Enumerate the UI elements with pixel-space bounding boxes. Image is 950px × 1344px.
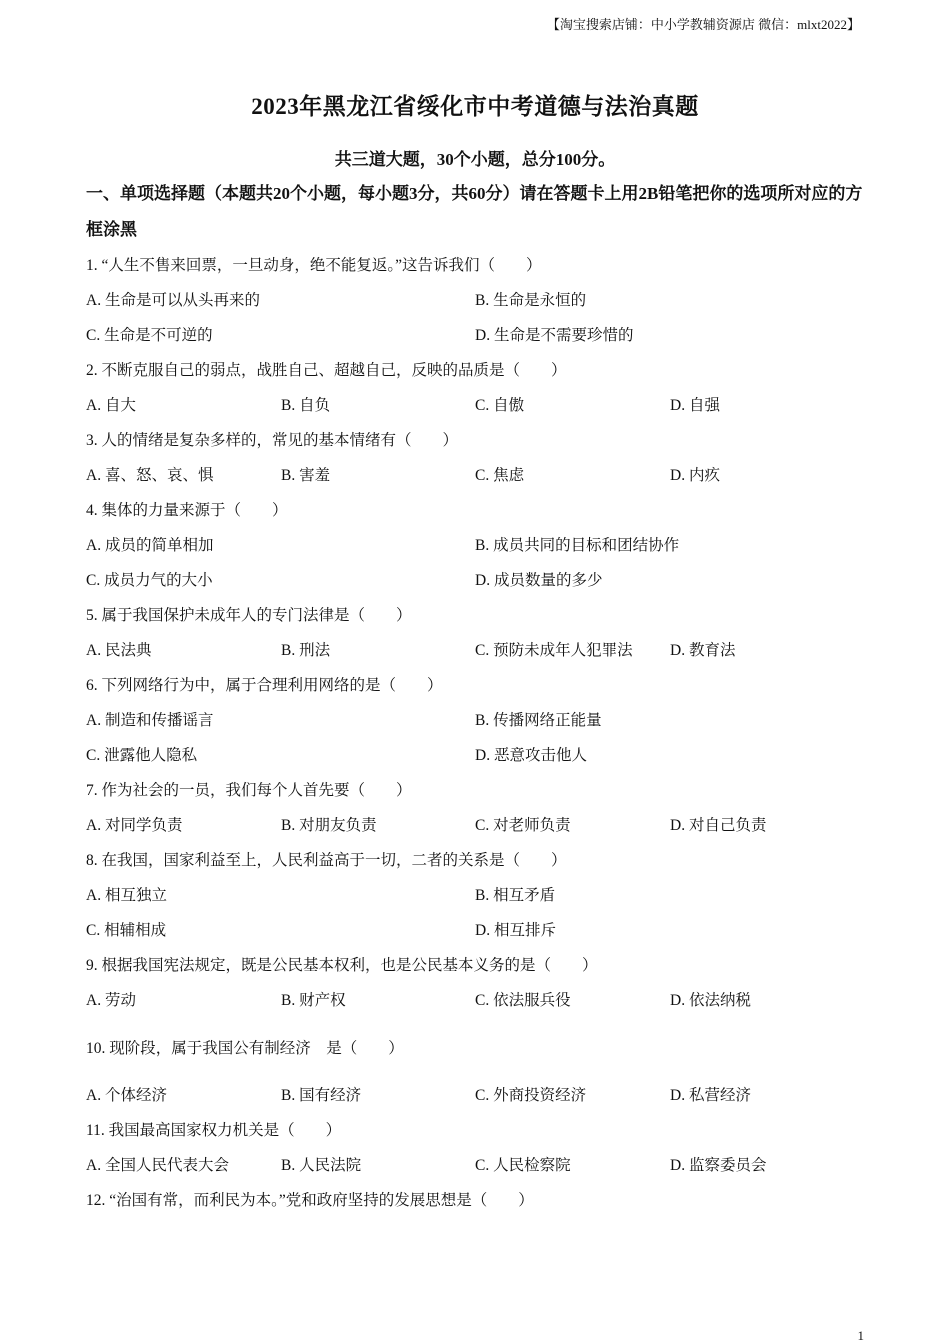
option-a: A. 个体经济 <box>86 1087 167 1104</box>
option-b: B. 国有经济 <box>281 1087 362 1104</box>
page-number: 1 <box>857 1328 864 1343</box>
option-c: C. 生命是不可逆的 <box>86 327 213 344</box>
option-c: C. 成员力气的大小 <box>86 572 213 589</box>
option-b: B. 成员共同的目标和团结协作 <box>475 537 680 554</box>
option-d: D. 自强 <box>670 397 720 414</box>
option-b: B. 相互矛盾 <box>475 887 556 904</box>
option-d: D. 恶意攻击他人 <box>475 747 587 764</box>
option-a: A. 生命是可以从头再来的 <box>86 292 260 309</box>
option-b: B. 害羞 <box>281 467 331 484</box>
option-b: B. 对朋友负责 <box>281 817 377 834</box>
option-row <box>86 1148 876 1183</box>
option-c: C. 人民检察院 <box>475 1157 571 1174</box>
question-stem: 7. 作为社会的一员，我们每个人首先要（ ） <box>86 782 412 799</box>
question-stem: 11. 我国最高国家权力机关是（ ） <box>86 1122 342 1139</box>
option-d: D. 相互排斥 <box>475 922 556 939</box>
option-row <box>86 808 876 843</box>
question-stem: 2. 不断克服自己的弱点，战胜自己、超越自己，反映的品质是（ ） <box>86 362 567 379</box>
option-c: C. 相辅相成 <box>86 922 167 939</box>
option-b: B. 自负 <box>281 397 331 414</box>
section-heading: 一、单项选择题（本题共20个小题，每小题3分，共60分）请在答题卡上用2B铅笔把你的选项所对应的方框涂黑 <box>86 184 863 239</box>
question-list <box>86 248 876 1218</box>
question-stem: 1. “人生不售来回票，一旦动身，绝不能复返。”这告诉我们（ ） <box>86 257 542 274</box>
question-stem: 10. 现阶段，属于我国公有制经济 是（ ） <box>86 1040 404 1057</box>
option-a: A. 全国人民代表大会 <box>86 1157 229 1174</box>
option-c: C. 泄露他人隐私 <box>86 747 198 764</box>
header-note: 【淘宝搜索店铺：中小学教辅资源店 微信：mlxt2022】 <box>546 17 860 32</box>
option-row <box>86 1078 876 1113</box>
question-stem: 6. 下列网络行为中，属于合理利用网络的是（ ） <box>86 677 443 694</box>
option-row <box>86 703 876 738</box>
option-a: A. 民法典 <box>86 642 152 659</box>
option-d: D. 教育法 <box>670 642 736 659</box>
option-a: A. 自大 <box>86 397 136 414</box>
option-b: B. 传播网络正能量 <box>475 712 602 729</box>
option-b: B. 生命是永恒的 <box>475 292 587 309</box>
option-c: C. 预防未成年人犯罪法 <box>475 642 633 659</box>
option-row <box>86 283 876 318</box>
question-stem: 12. “治国有常，而利民为本。”党和政府坚持的发展思想是（ ） <box>86 1192 534 1209</box>
option-d: D. 对自己负责 <box>670 817 767 834</box>
option-b: B. 人民法院 <box>281 1157 362 1174</box>
option-row <box>86 913 876 948</box>
option-c: C. 自傲 <box>475 397 525 414</box>
option-a: A. 制造和传播谣言 <box>86 712 214 729</box>
option-a: A. 成员的简单相加 <box>86 537 214 554</box>
option-row <box>86 318 876 353</box>
option-d: D. 依法纳税 <box>670 992 751 1009</box>
option-d: D. 内疚 <box>670 467 720 484</box>
option-row <box>86 983 876 1018</box>
option-b: B. 财产权 <box>281 992 346 1009</box>
option-c: C. 焦虑 <box>475 467 525 484</box>
option-c: C. 对老师负责 <box>475 817 571 834</box>
question-stem: 3. 人的情绪是复杂多样的，常见的基本情绪有（ ） <box>86 432 459 449</box>
option-a: A. 相互独立 <box>86 887 167 904</box>
option-row <box>86 388 876 423</box>
option-row <box>86 878 876 913</box>
option-d: D. 监察委员会 <box>670 1157 767 1174</box>
option-row <box>86 563 876 598</box>
option-row <box>86 738 876 773</box>
question-stem: 5. 属于我国保护未成年人的专门法律是（ ） <box>86 607 412 624</box>
question-stem: 9. 根据我国宪法规定，既是公民基本权利，也是公民基本义务的是（ ） <box>86 957 598 974</box>
question-stem: 4. 集体的力量来源于（ ） <box>86 502 288 519</box>
option-a: A. 喜、怒、哀、惧 <box>86 467 214 484</box>
option-row <box>86 528 876 563</box>
option-row <box>86 458 876 493</box>
option-b: B. 刑法 <box>281 642 331 659</box>
option-c: C. 依法服兵役 <box>475 992 571 1009</box>
option-a: A. 劳动 <box>86 992 136 1009</box>
option-d: D. 成员数量的多少 <box>475 572 603 589</box>
option-d: D. 生命是不需要珍惜的 <box>475 327 634 344</box>
option-row <box>86 633 876 668</box>
option-c: C. 外商投资经济 <box>475 1087 587 1104</box>
page-title: 2023年黑龙江省绥化市中考道德与法治真题 <box>251 94 699 119</box>
exam-subtitle: 共三道大题，30个小题，总分100分。 <box>334 150 616 169</box>
option-d: D. 私营经济 <box>670 1087 751 1104</box>
question-stem: 8. 在我国，国家利益至上，人民利益高于一切，二者的关系是（ ） <box>86 852 567 869</box>
option-a: A. 对同学负责 <box>86 817 183 834</box>
